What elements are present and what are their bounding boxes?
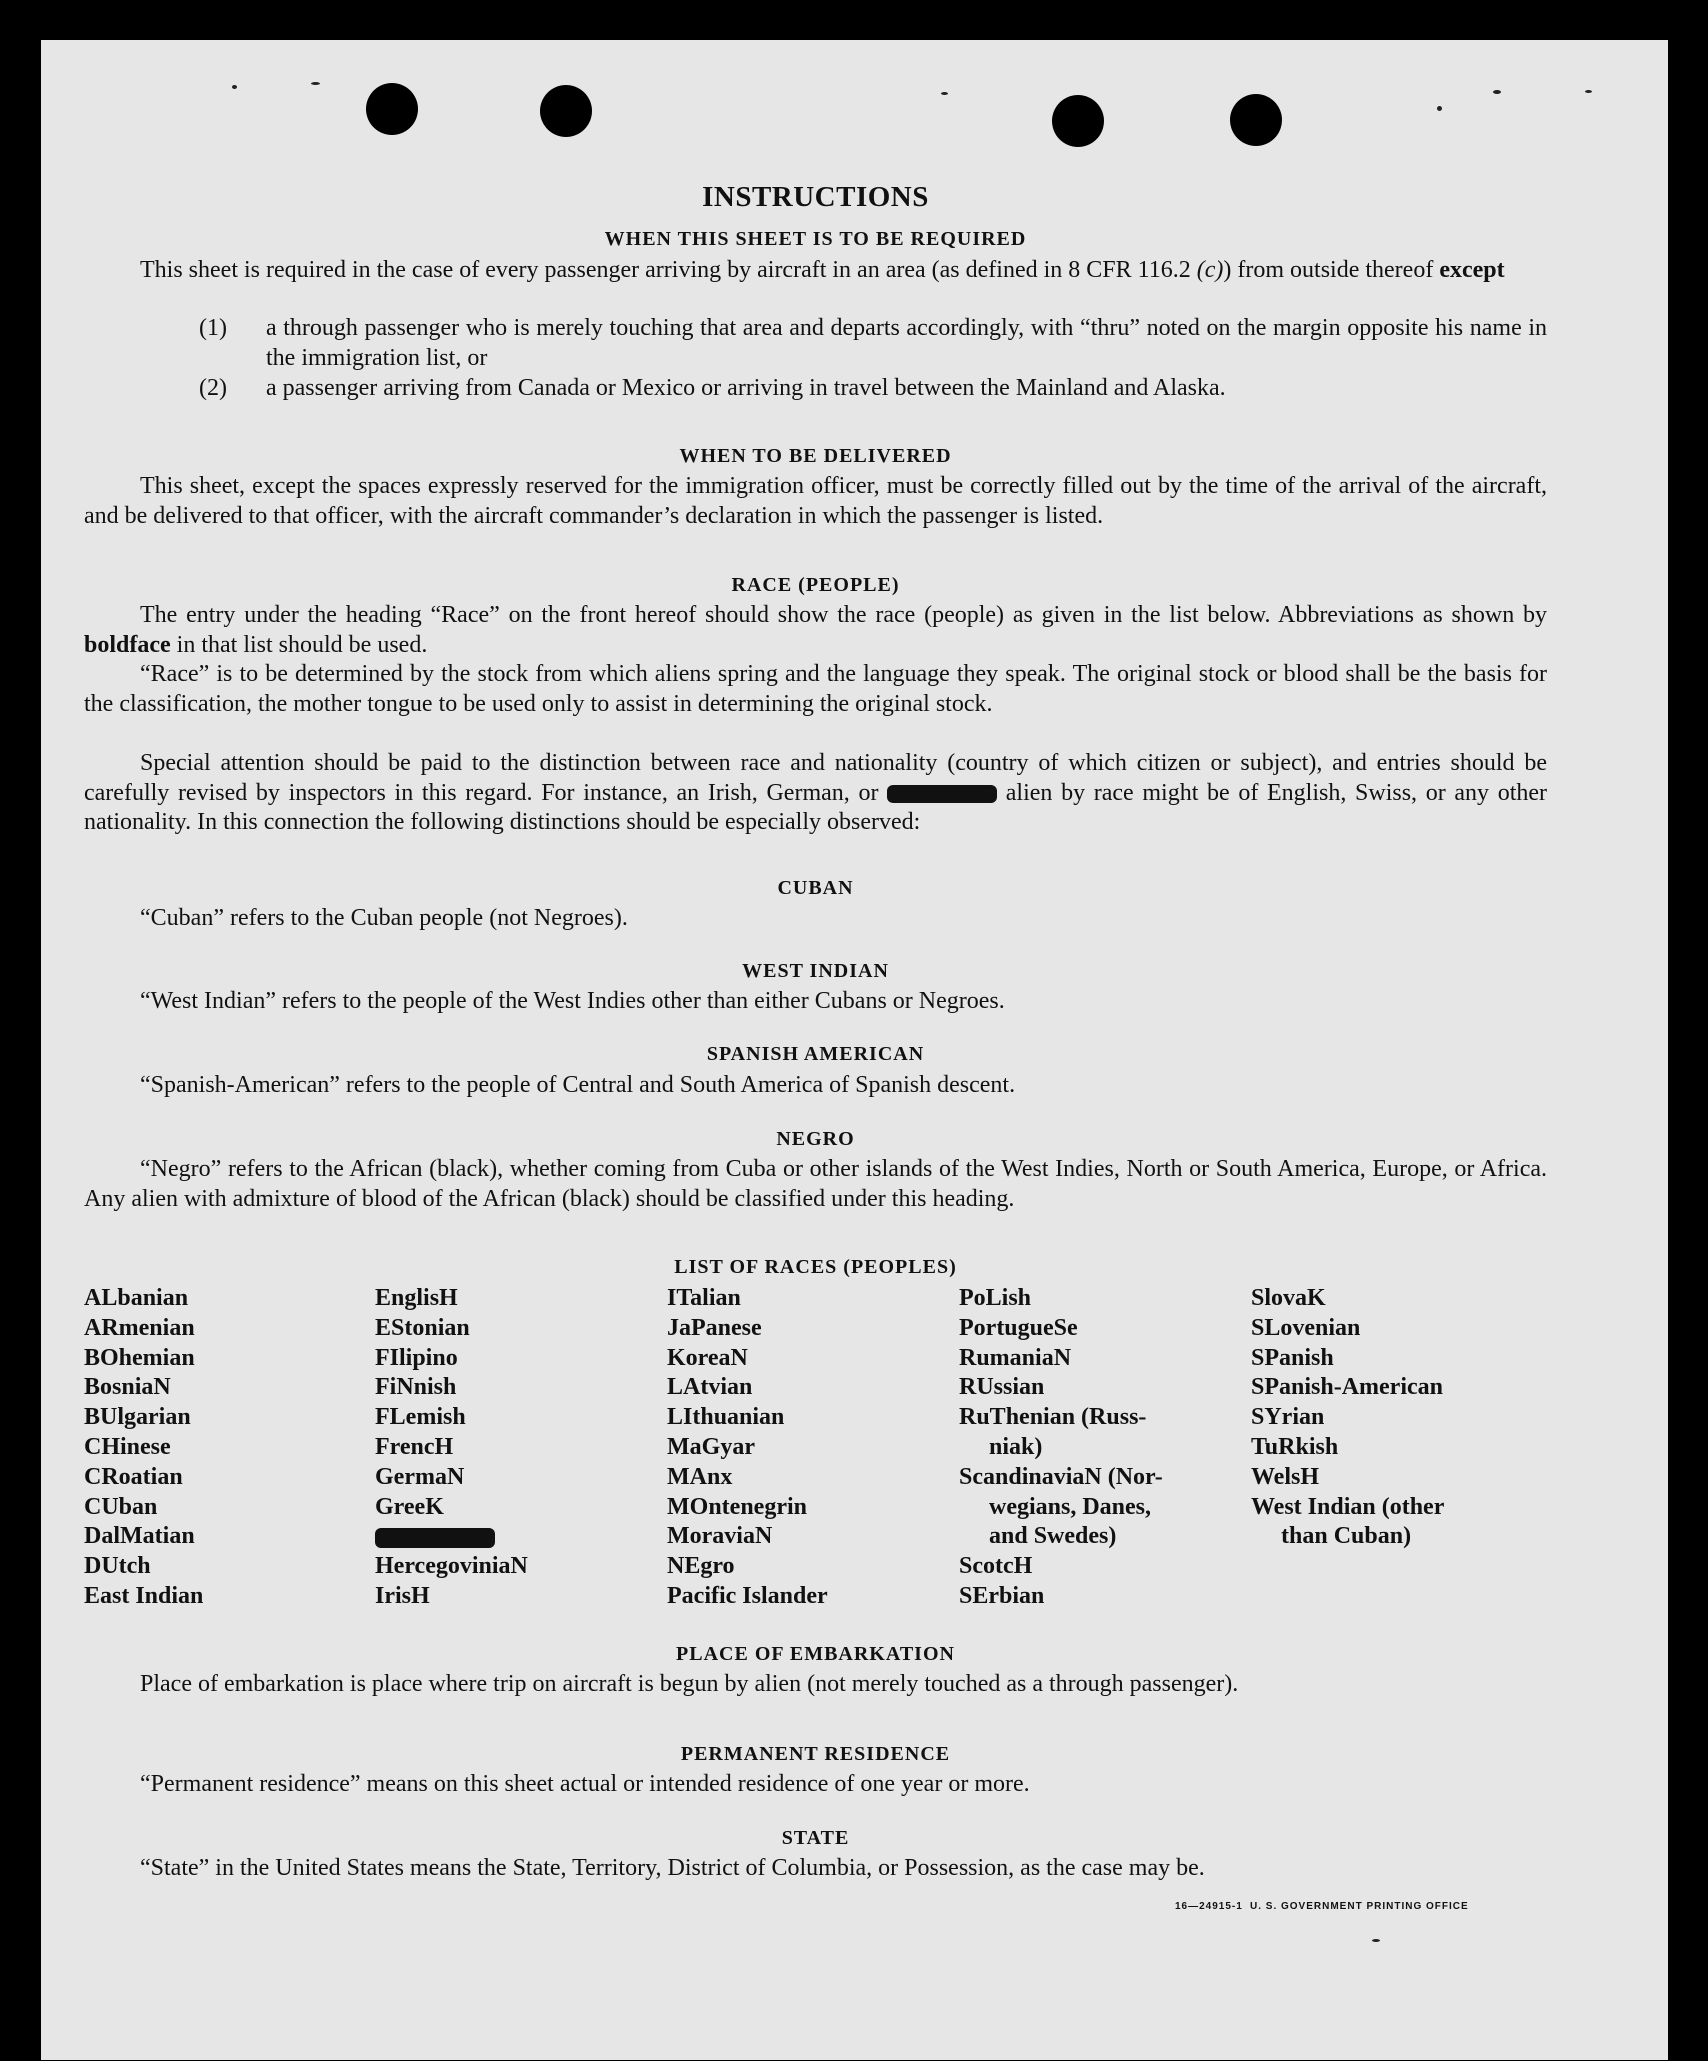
race-entry: BOhemian [84,1344,195,1371]
race-entry: BosniaN [84,1374,171,1401]
race-paragraph-3 [84,749,1547,838]
race-entry: MOntenegrin [667,1493,807,1520]
race-entry: ALbanian [84,1285,189,1311]
race-entry: DalMatian [84,1523,195,1550]
race-entry: NEgro [667,1553,735,1580]
race-entry: DUtch [84,1553,151,1580]
state-heading: STATE [781,1827,850,1849]
speck [311,82,320,85]
spanish-american-text: “Spanish-American” refers to the people of Central and South America of Spanish descent. [140,1072,1016,1098]
race-entry: SPanish [1251,1344,1334,1371]
page-title: INSTRUCTIONS [702,181,929,213]
race-entry: FrencH [375,1433,454,1460]
race-column-1 [84,1284,203,1612]
exception-item-2 [199,374,1547,404]
punch-hole [1052,95,1104,147]
redaction-mark [375,1528,495,1548]
west-indian-text: “West Indian” refers to the people of the West Indies other than either Cubans or Negroes. [140,988,1005,1014]
state-text: “State” in the United States means the State, Territory, District of Columbia, or Possession, as the case may be. [140,1855,1205,1881]
race-p1-bold: boldface [84,631,171,658]
item-number: (2) [199,375,227,401]
race-entry: WelsH [1251,1463,1320,1490]
speck [1372,1939,1380,1942]
race-entry: RUssian [959,1374,1045,1401]
race-entry: LAtvian [667,1374,753,1401]
race-column-5 [1251,1284,1444,1552]
race-entry: MAnx [667,1463,733,1490]
race-entry: TuRkish [1251,1433,1339,1460]
spanish-american-heading: SPANISH AMERICAN [706,1043,925,1065]
race-p1-text-b: in that list should be used. [170,631,428,658]
intro-except: except [1439,257,1505,283]
race-list [84,1284,1547,1624]
permanent-residence-text: “Permanent residence” means on this sheet actual or intended residence of one year or more. [140,1771,1030,1797]
race-entry: RuThenian (Russ- [959,1404,1147,1431]
item-text: a through passenger who is merely touching that area and departs accordingly, with “thru” noted on the margin opposite his name in the immigration list, or [266,315,1547,371]
negro-text: “Negro” refers to the African (black), whether coming from Cuba or other islands of the West Indies, North or South America, Europe, or Africa. Any alien with admixture of blood of the African (black) should be classified under this heading. [84,1156,1547,1212]
race-entry: ScandinaviaN (Nor- [959,1463,1163,1490]
race-entry: MoraviaN [667,1523,773,1550]
race-entry: EStonian [375,1314,470,1341]
race-entry: Pacific Islander [667,1582,828,1609]
race-entry: ITalian [667,1285,741,1311]
when-required-heading: WHEN THIS SHEET IS TO BE REQUIRED [604,228,1027,250]
speck [1585,90,1592,93]
race-entry: GermaN [375,1463,465,1490]
race-entry: JaPanese [667,1314,762,1341]
document-sheet [41,40,1668,2060]
race-entry: HercegoviniaN [375,1553,528,1580]
exception-item-1 [199,314,1547,373]
west-indian-heading: WEST INDIAN [742,960,889,982]
race-column-3 [667,1284,828,1612]
form-number: 16—24915-1 [1175,1901,1243,1912]
intro-text-a: This sheet is required in the case of every passenger arriving by aircraft in an area (as defined in 8 CFR 116.2 [140,257,1197,283]
when-delivered-text: This sheet, except the spaces expressly reserved for the immigration officer, must be correctly filled out by the time of the arrival of the aircraft, and be delivered to that officer, with the aircraft commander’s declaration in which the passenger is listed. [84,473,1547,529]
race-column-4 [959,1284,1163,1612]
race-entry: FLemish [375,1404,466,1431]
race-entry: SPanish-American [1251,1374,1443,1401]
race-entry: LIthuanian [667,1404,785,1431]
race-entry: SYrian [1251,1404,1325,1431]
race-entry-continuation: than Cuban) [1281,1523,1412,1550]
race-entry: East Indian [84,1582,204,1609]
race-p3-text-a: Special attention should be paid to the distinction between race and nationality (country of which citizen or subject), and entries should be carefully revised by inspectors in this regard. For instance, an Irish, German, or [84,750,1547,806]
cuban-heading: CUBAN [777,877,854,899]
intro-text-b: ) from outside thereof [1223,257,1440,283]
race-entry: ScotcH [959,1553,1033,1580]
race-entry: FIlipino [375,1344,458,1371]
speck [941,92,948,95]
race-entry: SLovenian [1251,1314,1361,1341]
item-text: a passenger arriving from Canada or Mexico or arriving in travel between the Mainland and Alaska. [266,375,1226,401]
intro-text-c: (c) [1196,257,1224,283]
race-entry: ARmenian [84,1314,195,1341]
race-entry: GreeK [375,1493,444,1520]
race-paragraph-2: “Race” is to be determined by the stock from which aliens spring and the language they speak. The original stock or blood shall be the basis for the classification, the mother tongue to be used only to assist in determining the original stock. [84,661,1547,717]
race-entry-redacted [375,1522,528,1552]
race-entry-continuation: and Swedes) [989,1523,1117,1550]
race-entry: SErbian [959,1582,1045,1609]
when-required-intro [84,256,1547,286]
race-entry: PortugueSe [959,1314,1078,1341]
race-entry-continuation: niak) [989,1433,1043,1460]
race-heading: RACE (PEOPLE) [731,574,900,596]
race-entry: CHinese [84,1433,171,1460]
punch-hole [540,85,592,137]
race-p3-text-b: alien by race might be of English, Swiss, or any other nationality. In this connection the following distinctions should be especially observed: [84,779,1548,835]
race-entry: PoLish [959,1285,1032,1311]
race-p1-text-a: The entry under the heading “Race” on the front hereof should show the race (people) as given in the list below. Abbreviations as shown by [140,602,1547,628]
race-entry: MaGyar [667,1433,755,1460]
speck [1437,106,1442,111]
race-entry-continuation: wegians, Danes, [989,1493,1152,1520]
race-column-2 [375,1284,528,1612]
race-paragraph-1 [84,601,1547,660]
list-of-races-heading: LIST OF RACES (PEOPLES) [674,1256,957,1278]
race-entry: EnglisH [375,1285,458,1311]
race-entry: IrisH [375,1582,430,1609]
negro-heading: NEGRO [776,1128,855,1150]
embarkation-heading: PLACE OF EMBARKATION [676,1643,955,1665]
when-delivered-heading: WHEN TO BE DELIVERED [679,445,952,467]
printer-imprint: U. S. GOVERNMENT PRINTING OFFICE [1250,1901,1469,1912]
race-entry: West Indian (other [1251,1493,1445,1520]
race-entry: FiNnish [375,1374,457,1401]
punch-hole [1230,94,1282,146]
redaction-mark [887,785,997,803]
cuban-text: “Cuban” refers to the Cuban people (not Negroes). [140,905,628,931]
race-entry: RumaniaN [959,1344,1072,1371]
punch-hole [366,83,418,135]
race-entry: CUban [84,1493,158,1520]
item-number: (1) [199,315,227,341]
embarkation-text: Place of embarkation is place where trip on aircraft is begun by alien (not merely touched as a through passenger). [140,1671,1239,1697]
permanent-residence-heading: PERMANENT RESIDENCE [680,1743,951,1765]
race-entry: BUlgarian [84,1404,191,1431]
speck [1493,90,1501,94]
speck [232,85,237,89]
race-entry: KoreaN [667,1344,748,1371]
race-entry: CRoatian [84,1463,183,1490]
race-entry: SlovaK [1251,1285,1326,1311]
